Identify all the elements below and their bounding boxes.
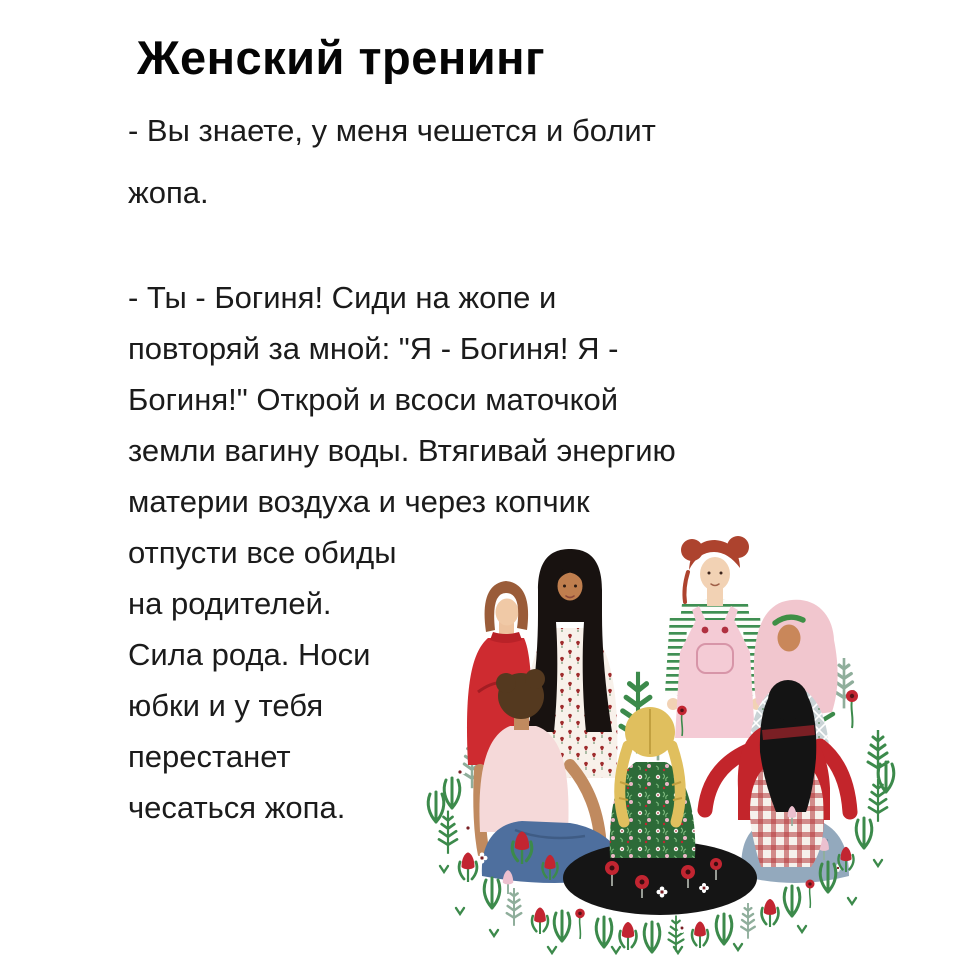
answer-line: Сила рода. Носи	[128, 637, 371, 672]
question-line: - Вы знаете, у меня чешется и болит	[128, 113, 656, 148]
question-line: жопа.	[128, 175, 209, 210]
page-title: Женский тренинг	[137, 31, 546, 84]
answer-line: юбки и у тебя	[128, 688, 324, 723]
answer-line: Богиня!" Открой и всоси маточкой	[128, 382, 619, 417]
dialog-question	[128, 100, 656, 224]
illustration-women-circle	[420, 520, 920, 955]
answer-line: перестанет	[128, 739, 291, 774]
answer-line: повторяй за мной: "Я - Богиня! Я -	[128, 331, 619, 366]
answer-line: чесаться жопа.	[128, 790, 346, 825]
answer-line: на родителей.	[128, 586, 332, 621]
answer-line: отпусти все обиды	[128, 535, 397, 570]
answer-line: земли вагину воды. Втягивай энергию	[128, 433, 676, 468]
answer-line: - Ты - Богиня! Сиди на жопе и	[128, 280, 557, 315]
answer-line: материи воздуха и через копчик	[128, 484, 590, 519]
